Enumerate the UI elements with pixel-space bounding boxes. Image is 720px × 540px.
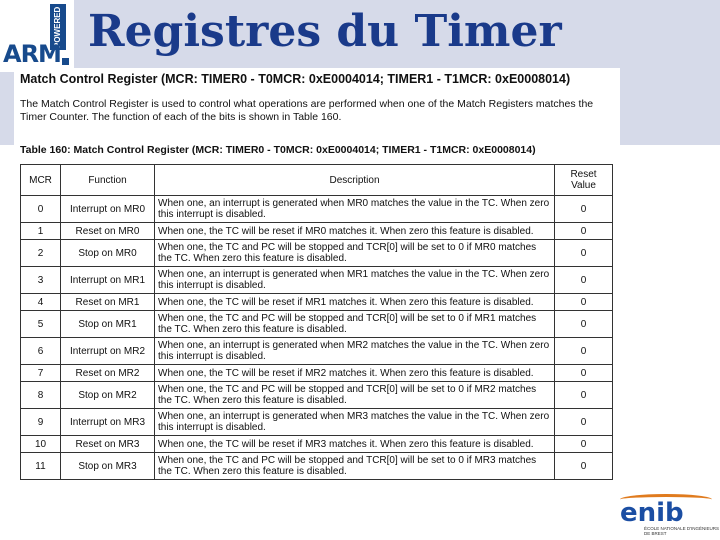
arm-logo-powered-badge: POWERED xyxy=(50,4,66,50)
arm-logo xyxy=(0,0,74,72)
cell-reset: 0 xyxy=(555,267,613,294)
cell-reset: 0 xyxy=(555,294,613,311)
cell-mcr: 9 xyxy=(21,409,61,436)
cell-description: When one, the TC and PC will be stopped and TCR[0] will be set to 0 if MR3 matches the TC. When zero this feature is disabled. xyxy=(155,453,555,480)
cell-mcr: 2 xyxy=(21,240,61,267)
cell-reset: 0 xyxy=(555,223,613,240)
cell-description: When one, the TC and PC will be stopped and TCR[0] will be set to 0 if MR1 matches the TC. When zero this feature is disabled. xyxy=(155,311,555,338)
cell-function: Reset on MR3 xyxy=(61,436,155,453)
cell-function: Stop on MR1 xyxy=(61,311,155,338)
column-header-mcr: MCR xyxy=(21,165,61,196)
cell-reset: 0 xyxy=(555,436,613,453)
cell-reset: 0 xyxy=(555,382,613,409)
cell-description: When one, an interrupt is generated when MR1 matches the value in the TC. When zero this interrupt is disabled. xyxy=(155,267,555,294)
table-row xyxy=(21,240,613,267)
cell-reset: 0 xyxy=(555,453,613,480)
mcr-table xyxy=(20,164,613,480)
column-header-function: Function xyxy=(61,165,155,196)
cell-reset: 0 xyxy=(555,311,613,338)
table-row xyxy=(21,365,613,382)
cell-reset: 0 xyxy=(555,338,613,365)
table-row xyxy=(21,223,613,240)
table-row xyxy=(21,311,613,338)
table-caption: Table 160: Match Control Register (MCR: TIMER0 - T0MCR: 0xE0004014; TIMER1 - T1MCR: 0xE0008014) xyxy=(20,144,536,156)
cell-function: Reset on MR2 xyxy=(61,365,155,382)
cell-mcr: 0 xyxy=(21,196,61,223)
cell-function: Stop on MR0 xyxy=(61,240,155,267)
cell-mcr: 8 xyxy=(21,382,61,409)
cell-description: When one, an interrupt is generated when MR3 matches the value in the TC. When zero this interrupt is disabled. xyxy=(155,409,555,436)
datasheet-excerpt xyxy=(14,68,620,540)
cell-description: When one, the TC will be reset if MR0 matches it. When zero this feature is disabled. xyxy=(155,223,555,240)
cell-function: Reset on MR0 xyxy=(61,223,155,240)
cell-description: When one, the TC and PC will be stopped and TCR[0] will be set to 0 if MR2 matches the TC. When zero this feature is disabled. xyxy=(155,382,555,409)
cell-description: When one, an interrupt is generated when MR0 matches the value in the TC. When zero this interrupt is disabled. xyxy=(155,196,555,223)
enib-logo xyxy=(612,490,720,540)
cell-mcr: 10 xyxy=(21,436,61,453)
slide-title: Registres du Timer xyxy=(88,6,562,57)
section-intro: The Match Control Register is used to control what operations are performed when one of the Match Registers matches the Timer Counter. The function of each of the bits is shown in Table 160. xyxy=(20,98,594,123)
column-header-reset-value: Reset Value xyxy=(555,165,613,196)
cell-description: When one, the TC will be reset if MR1 matches it. When zero this feature is disabled. xyxy=(155,294,555,311)
arm-logo-square xyxy=(62,58,69,65)
column-header-description: Description xyxy=(155,165,555,196)
cell-reset: 0 xyxy=(555,409,613,436)
enib-logo-text: enib xyxy=(620,498,684,528)
cell-function: Interrupt on MR3 xyxy=(61,409,155,436)
cell-function: Stop on MR2 xyxy=(61,382,155,409)
cell-function: Reset on MR1 xyxy=(61,294,155,311)
cell-mcr: 4 xyxy=(21,294,61,311)
cell-mcr: 11 xyxy=(21,453,61,480)
enib-logo-subtitle: ÉCOLE NATIONALE D'INGÉNIEURS DE BREST xyxy=(644,526,720,536)
cell-mcr: 7 xyxy=(21,365,61,382)
cell-mcr: 5 xyxy=(21,311,61,338)
table-row xyxy=(21,267,613,294)
cell-reset: 0 xyxy=(555,196,613,223)
cell-function: Interrupt on MR1 xyxy=(61,267,155,294)
table-header-row xyxy=(21,165,613,196)
table-row xyxy=(21,338,613,365)
arm-logo-text: ARM xyxy=(3,40,61,68)
section-heading: Match Control Register (MCR: TIMER0 - T0MCR: 0xE0004014; TIMER1 - T1MCR: 0xE0008014) xyxy=(20,72,571,86)
table-row xyxy=(21,294,613,311)
cell-description: When one, an interrupt is generated when MR2 matches the value in the TC. When zero this interrupt is disabled. xyxy=(155,338,555,365)
cell-function: Interrupt on MR0 xyxy=(61,196,155,223)
cell-description: When one, the TC and PC will be stopped and TCR[0] will be set to 0 if MR0 matches the TC. When zero this feature is disabled. xyxy=(155,240,555,267)
table-row xyxy=(21,409,613,436)
cell-mcr: 6 xyxy=(21,338,61,365)
cell-mcr: 3 xyxy=(21,267,61,294)
cell-reset: 0 xyxy=(555,240,613,267)
cell-function: Stop on MR3 xyxy=(61,453,155,480)
cell-description: When one, the TC will be reset if MR2 matches it. When zero this feature is disabled. xyxy=(155,365,555,382)
table-row xyxy=(21,436,613,453)
cell-description: When one, the TC will be reset if MR3 matches it. When zero this feature is disabled. xyxy=(155,436,555,453)
cell-function: Interrupt on MR2 xyxy=(61,338,155,365)
table-row xyxy=(21,453,613,480)
table-row xyxy=(21,382,613,409)
cell-mcr: 1 xyxy=(21,223,61,240)
table-row xyxy=(21,196,613,223)
cell-reset: 0 xyxy=(555,365,613,382)
